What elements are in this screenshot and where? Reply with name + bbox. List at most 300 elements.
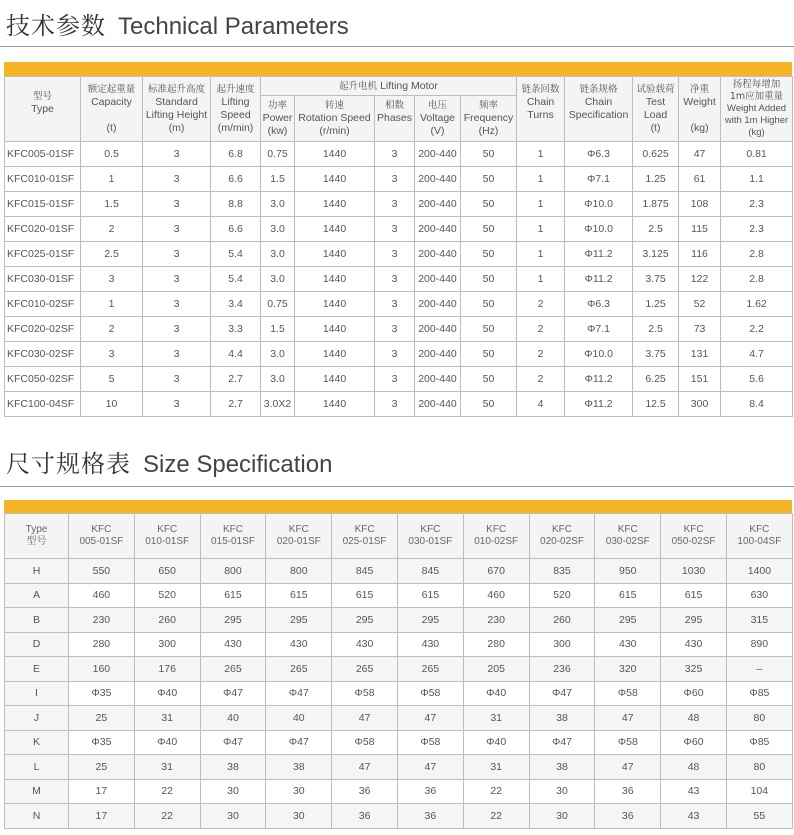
col-lifting-speed: 起升速度 Lifting Speed (m/min) xyxy=(211,77,261,142)
dimension-label: K xyxy=(5,730,69,755)
model-cell: KFC015-01SF xyxy=(5,192,81,217)
dimension-label: L xyxy=(5,755,69,780)
model-header: KFC 010-01SF xyxy=(134,514,200,559)
dimension-label: M xyxy=(5,779,69,804)
value-cell: 200-440 xyxy=(415,142,461,167)
value-cell: 230 xyxy=(463,608,529,633)
value-cell: 47 xyxy=(397,706,463,731)
value-cell: 200-440 xyxy=(415,167,461,192)
value-cell: 1440 xyxy=(295,142,375,167)
value-cell: 3 xyxy=(375,392,415,417)
value-cell: 280 xyxy=(463,632,529,657)
value-cell: 3 xyxy=(143,342,211,367)
value-cell: Φ10.0 xyxy=(565,342,633,367)
value-cell: 30 xyxy=(200,804,266,829)
value-cell: 30 xyxy=(529,804,595,829)
table-row xyxy=(5,317,793,342)
value-cell: Φ58 xyxy=(595,681,661,706)
value-cell: 104 xyxy=(726,779,792,804)
dimension-label: J xyxy=(5,706,69,731)
table-row xyxy=(5,632,793,657)
dimension-label: N xyxy=(5,804,69,829)
technical-parameters-table xyxy=(4,76,793,417)
value-cell: 1440 xyxy=(295,192,375,217)
value-cell: 50 xyxy=(461,392,517,417)
value-cell: 22 xyxy=(134,779,200,804)
value-cell: 615 xyxy=(397,583,463,608)
col-test-load: 试验载荷 Test Load (t) xyxy=(633,77,679,142)
value-cell: 50 xyxy=(461,142,517,167)
model-cell: KFC020-01SF xyxy=(5,217,81,242)
value-cell: 265 xyxy=(266,657,332,682)
model-header: KFC 005-01SF xyxy=(69,514,135,559)
value-cell: Φ11.2 xyxy=(565,267,633,292)
value-cell: 31 xyxy=(463,706,529,731)
value-cell: 47 xyxy=(679,142,721,167)
col-rotation: 转速 Rotation Speed (r/min) xyxy=(295,96,375,142)
value-cell: Φ58 xyxy=(397,730,463,755)
value-cell: 4.7 xyxy=(721,342,793,367)
value-cell: Φ47 xyxy=(529,681,595,706)
value-cell: 50 xyxy=(461,317,517,342)
model-cell: KFC050-02SF xyxy=(5,367,81,392)
value-cell: 2 xyxy=(517,367,565,392)
dimension-label: H xyxy=(5,559,69,584)
value-cell: 31 xyxy=(134,706,200,731)
value-cell: 1.5 xyxy=(261,167,295,192)
value-cell: 295 xyxy=(397,608,463,633)
value-cell: 615 xyxy=(661,583,727,608)
value-cell: Φ58 xyxy=(332,730,398,755)
value-cell: 1 xyxy=(517,242,565,267)
value-cell: 650 xyxy=(134,559,200,584)
title-underline xyxy=(0,46,794,47)
value-cell: 200-440 xyxy=(415,267,461,292)
table-row xyxy=(5,392,793,417)
technical-parameters-title xyxy=(6,6,349,41)
value-cell: 845 xyxy=(332,559,398,584)
value-cell: 176 xyxy=(134,657,200,682)
value-cell: Φ47 xyxy=(266,730,332,755)
value-cell: 265 xyxy=(200,657,266,682)
value-cell: 460 xyxy=(69,583,135,608)
value-cell: 3 xyxy=(143,217,211,242)
dimension-label: B xyxy=(5,608,69,633)
title-zh: 技术参数 xyxy=(6,12,106,40)
model-header: KFC 030-01SF xyxy=(397,514,463,559)
value-cell: 430 xyxy=(661,632,727,657)
value-cell: 2 xyxy=(81,217,143,242)
value-cell: 3 xyxy=(375,217,415,242)
value-cell: 47 xyxy=(332,755,398,780)
model-header: KFC 015-01SF xyxy=(200,514,266,559)
value-cell: 200-440 xyxy=(415,242,461,267)
value-cell: 48 xyxy=(661,755,727,780)
value-cell: 3.75 xyxy=(633,267,679,292)
value-cell: 3.0 xyxy=(261,192,295,217)
value-cell: Φ47 xyxy=(200,681,266,706)
value-cell: Φ11.2 xyxy=(565,367,633,392)
value-cell: 17 xyxy=(69,779,135,804)
value-cell: 2 xyxy=(517,292,565,317)
col-power: 功率 Power (kw) xyxy=(261,96,295,142)
value-cell: 295 xyxy=(595,608,661,633)
value-cell: 3 xyxy=(375,267,415,292)
value-cell: 1.875 xyxy=(633,192,679,217)
value-cell: 295 xyxy=(332,608,398,633)
value-cell: 520 xyxy=(134,583,200,608)
value-cell: Φ60 xyxy=(661,730,727,755)
value-cell: 1 xyxy=(517,167,565,192)
value-cell: 1.5 xyxy=(261,317,295,342)
value-cell: 315 xyxy=(726,608,792,633)
value-cell: 1.25 xyxy=(633,292,679,317)
table-row xyxy=(5,217,793,242)
value-cell: Φ58 xyxy=(397,681,463,706)
value-cell: Φ47 xyxy=(200,730,266,755)
value-cell: 12.5 xyxy=(633,392,679,417)
value-cell: 2.3 xyxy=(721,217,793,242)
table-row xyxy=(5,142,793,167)
value-cell: 800 xyxy=(266,559,332,584)
dimension-label: A xyxy=(5,583,69,608)
value-cell: 43 xyxy=(661,779,727,804)
value-cell: 38 xyxy=(529,755,595,780)
value-cell: 615 xyxy=(332,583,398,608)
value-cell: 2.8 xyxy=(721,242,793,267)
value-cell: 1.5 xyxy=(81,192,143,217)
value-cell: 36 xyxy=(595,804,661,829)
value-cell: 1 xyxy=(517,142,565,167)
value-cell: 5.6 xyxy=(721,367,793,392)
value-cell: 205 xyxy=(463,657,529,682)
col-voltage: 电压 Voltage (V) xyxy=(415,96,461,142)
value-cell: 3 xyxy=(375,192,415,217)
value-cell: 2.3 xyxy=(721,192,793,217)
table-row xyxy=(5,559,793,584)
table-row xyxy=(5,608,793,633)
value-cell: Φ10.0 xyxy=(565,192,633,217)
value-cell: 0.75 xyxy=(261,142,295,167)
model-header: KFC 020-01SF xyxy=(266,514,332,559)
value-cell: Φ6.3 xyxy=(565,292,633,317)
value-cell: 200-440 xyxy=(415,192,461,217)
value-cell: 55 xyxy=(726,804,792,829)
value-cell: 3.0 xyxy=(261,217,295,242)
value-cell: 430 xyxy=(397,632,463,657)
value-cell: 2 xyxy=(517,342,565,367)
table-row xyxy=(5,292,793,317)
model-cell: KFC100-04SF xyxy=(5,392,81,417)
model-cell: KFC020-02SF xyxy=(5,317,81,342)
value-cell: 3 xyxy=(81,342,143,367)
dimension-label: E xyxy=(5,657,69,682)
value-cell: 200-440 xyxy=(415,292,461,317)
value-cell: 3.75 xyxy=(633,342,679,367)
value-cell: 50 xyxy=(461,292,517,317)
value-cell: 30 xyxy=(529,779,595,804)
value-cell: Φ40 xyxy=(134,681,200,706)
value-cell: 615 xyxy=(266,583,332,608)
table-row xyxy=(5,583,793,608)
value-cell: 38 xyxy=(200,755,266,780)
dimension-label: D xyxy=(5,632,69,657)
value-cell: 3.125 xyxy=(633,242,679,267)
model-cell: KFC005-01SF xyxy=(5,142,81,167)
value-cell: 835 xyxy=(529,559,595,584)
size-specification-title xyxy=(6,444,332,479)
value-cell: 3 xyxy=(375,242,415,267)
title-zh: 尺寸规格表 xyxy=(6,450,131,478)
value-cell: 3 xyxy=(375,342,415,367)
value-cell: 1440 xyxy=(295,367,375,392)
value-cell: 6.6 xyxy=(211,217,261,242)
value-cell: 430 xyxy=(332,632,398,657)
value-cell: 38 xyxy=(529,706,595,731)
value-cell: Φ35 xyxy=(69,730,135,755)
value-cell: Φ85 xyxy=(726,681,792,706)
value-cell: 3 xyxy=(143,367,211,392)
value-cell: 800 xyxy=(200,559,266,584)
value-cell: 325 xyxy=(661,657,727,682)
value-cell: 1.62 xyxy=(721,292,793,317)
value-cell: 36 xyxy=(332,779,398,804)
value-cell: 265 xyxy=(332,657,398,682)
value-cell: Φ40 xyxy=(134,730,200,755)
model-cell: KFC030-01SF xyxy=(5,267,81,292)
value-cell: 2.5 xyxy=(633,317,679,342)
value-cell: 47 xyxy=(397,755,463,780)
value-cell: 0.625 xyxy=(633,142,679,167)
value-cell: 300 xyxy=(134,632,200,657)
value-cell: 520 xyxy=(529,583,595,608)
value-cell: 6.6 xyxy=(211,167,261,192)
value-cell: 8.8 xyxy=(211,192,261,217)
value-cell: 36 xyxy=(397,804,463,829)
value-cell: 3 xyxy=(143,267,211,292)
value-cell: 200-440 xyxy=(415,217,461,242)
value-cell: 1440 xyxy=(295,317,375,342)
model-header: KFC 100-04SF xyxy=(726,514,792,559)
value-cell: – xyxy=(726,657,792,682)
value-cell: 1 xyxy=(517,217,565,242)
col-type: 型号 Type xyxy=(5,77,81,142)
value-cell: 1 xyxy=(517,192,565,217)
value-cell: 845 xyxy=(397,559,463,584)
value-cell: 50 xyxy=(461,367,517,392)
value-cell: 115 xyxy=(679,217,721,242)
value-cell: Φ7.1 xyxy=(565,317,633,342)
value-cell: 36 xyxy=(332,804,398,829)
table-row xyxy=(5,342,793,367)
value-cell: Φ47 xyxy=(266,681,332,706)
value-cell: 4.4 xyxy=(211,342,261,367)
table-row xyxy=(5,730,793,755)
value-cell: 3 xyxy=(143,142,211,167)
value-cell: 200-440 xyxy=(415,317,461,342)
value-cell: 1.1 xyxy=(721,167,793,192)
value-cell: 1440 xyxy=(295,267,375,292)
value-cell: 4 xyxy=(517,392,565,417)
value-cell: 6.25 xyxy=(633,367,679,392)
value-cell: 3.0 xyxy=(261,267,295,292)
value-cell: 5.4 xyxy=(211,242,261,267)
value-cell: Φ35 xyxy=(69,681,135,706)
value-cell: 1400 xyxy=(726,559,792,584)
value-cell: 1.25 xyxy=(633,167,679,192)
value-cell: 1440 xyxy=(295,392,375,417)
value-cell: 2.8 xyxy=(721,267,793,292)
value-cell: 320 xyxy=(595,657,661,682)
value-cell: 131 xyxy=(679,342,721,367)
table-row xyxy=(5,192,793,217)
value-cell: 40 xyxy=(266,706,332,731)
value-cell: 3.0 xyxy=(261,242,295,267)
value-cell: 890 xyxy=(726,632,792,657)
value-cell: 151 xyxy=(679,367,721,392)
value-cell: Φ58 xyxy=(595,730,661,755)
value-cell: 5.4 xyxy=(211,267,261,292)
value-cell: 200-440 xyxy=(415,392,461,417)
value-cell: 300 xyxy=(529,632,595,657)
value-cell: 30 xyxy=(200,779,266,804)
col-chain-turns: 链条回数 Chain Turns xyxy=(517,77,565,142)
value-cell: 122 xyxy=(679,267,721,292)
value-cell: 2.5 xyxy=(633,217,679,242)
value-cell: 2.7 xyxy=(211,392,261,417)
value-cell: 36 xyxy=(595,779,661,804)
value-cell: 260 xyxy=(134,608,200,633)
value-cell: 1440 xyxy=(295,292,375,317)
table-row xyxy=(5,681,793,706)
title-en: Size Specification xyxy=(143,451,333,478)
value-cell: 2 xyxy=(81,317,143,342)
value-cell: 3 xyxy=(375,142,415,167)
accent-bar xyxy=(4,500,792,513)
title-underline xyxy=(0,486,794,487)
accent-bar xyxy=(4,62,792,76)
value-cell: 0.5 xyxy=(81,142,143,167)
value-cell: 43 xyxy=(661,804,727,829)
value-cell: Φ11.2 xyxy=(565,392,633,417)
value-cell: 460 xyxy=(463,583,529,608)
value-cell: 1440 xyxy=(295,342,375,367)
value-cell: 430 xyxy=(595,632,661,657)
size-specification-table xyxy=(4,513,793,829)
model-header: KFC 010-02SF xyxy=(463,514,529,559)
value-cell: Φ6.3 xyxy=(565,142,633,167)
value-cell: 265 xyxy=(397,657,463,682)
value-cell: 50 xyxy=(461,192,517,217)
value-cell: 5 xyxy=(81,367,143,392)
value-cell: 8.4 xyxy=(721,392,793,417)
value-cell: 25 xyxy=(69,755,135,780)
value-cell: 3 xyxy=(375,292,415,317)
value-cell: 116 xyxy=(679,242,721,267)
value-cell: 3 xyxy=(375,367,415,392)
value-cell: 31 xyxy=(463,755,529,780)
value-cell: 3 xyxy=(375,167,415,192)
value-cell: 200-440 xyxy=(415,367,461,392)
col-phases: 相数 Phases xyxy=(375,96,415,142)
value-cell: 280 xyxy=(69,632,135,657)
table-row xyxy=(5,706,793,731)
value-cell: 30 xyxy=(266,779,332,804)
model-cell: KFC025-01SF xyxy=(5,242,81,267)
value-cell: 38 xyxy=(266,755,332,780)
model-header: KFC 050-02SF xyxy=(661,514,727,559)
col-chain-spec: 链条规格 Chain Specification xyxy=(565,77,633,142)
value-cell: 31 xyxy=(134,755,200,780)
value-cell: 295 xyxy=(200,608,266,633)
col-capacity: 额定起重量 Capacity (t) xyxy=(81,77,143,142)
value-cell: Φ40 xyxy=(463,681,529,706)
value-cell: 1 xyxy=(81,167,143,192)
value-cell: 300 xyxy=(679,392,721,417)
value-cell: Φ7.1 xyxy=(565,167,633,192)
value-cell: 22 xyxy=(463,779,529,804)
value-cell: 30 xyxy=(266,804,332,829)
model-cell: KFC030-02SF xyxy=(5,342,81,367)
value-cell: Φ60 xyxy=(661,681,727,706)
value-cell: 50 xyxy=(461,167,517,192)
value-cell: 2 xyxy=(517,317,565,342)
table-row xyxy=(5,657,793,682)
col-lifting-motor: 起升电机 Lifting Motor xyxy=(261,77,517,96)
value-cell: 47 xyxy=(595,706,661,731)
value-cell: 2.2 xyxy=(721,317,793,342)
model-cell: KFC010-01SF xyxy=(5,167,81,192)
model-cell: KFC010-02SF xyxy=(5,292,81,317)
col-frequency: 频率 Frequency (Hz) xyxy=(461,96,517,142)
table-row xyxy=(5,804,793,829)
value-cell: 550 xyxy=(69,559,135,584)
value-cell: 615 xyxy=(200,583,266,608)
value-cell: 6.8 xyxy=(211,142,261,167)
col-weight: 净重 Weight (kg) xyxy=(679,77,721,142)
value-cell: 295 xyxy=(661,608,727,633)
value-cell: 3 xyxy=(143,167,211,192)
value-cell: 3.0 xyxy=(261,367,295,392)
value-cell: 47 xyxy=(332,706,398,731)
value-cell: Φ85 xyxy=(726,730,792,755)
value-cell: 615 xyxy=(595,583,661,608)
value-cell: 1 xyxy=(517,267,565,292)
value-cell: 1440 xyxy=(295,242,375,267)
value-cell: 80 xyxy=(726,706,792,731)
value-cell: 3 xyxy=(375,317,415,342)
table-row xyxy=(5,779,793,804)
value-cell: 430 xyxy=(266,632,332,657)
value-cell: 61 xyxy=(679,167,721,192)
value-cell: 3.0 xyxy=(261,342,295,367)
model-header: KFC 025-01SF xyxy=(332,514,398,559)
value-cell: 22 xyxy=(463,804,529,829)
value-cell: 73 xyxy=(679,317,721,342)
value-cell: 3 xyxy=(81,267,143,292)
value-cell: 22 xyxy=(134,804,200,829)
value-cell: 25 xyxy=(69,706,135,731)
value-cell: 1440 xyxy=(295,167,375,192)
value-cell: Φ11.2 xyxy=(565,242,633,267)
model-header: KFC 030-02SF xyxy=(595,514,661,559)
value-cell: 0.75 xyxy=(261,292,295,317)
value-cell: 50 xyxy=(461,242,517,267)
value-cell: 3 xyxy=(143,242,211,267)
value-cell: 160 xyxy=(69,657,135,682)
dimension-label: I xyxy=(5,681,69,706)
value-cell: 1440 xyxy=(295,217,375,242)
